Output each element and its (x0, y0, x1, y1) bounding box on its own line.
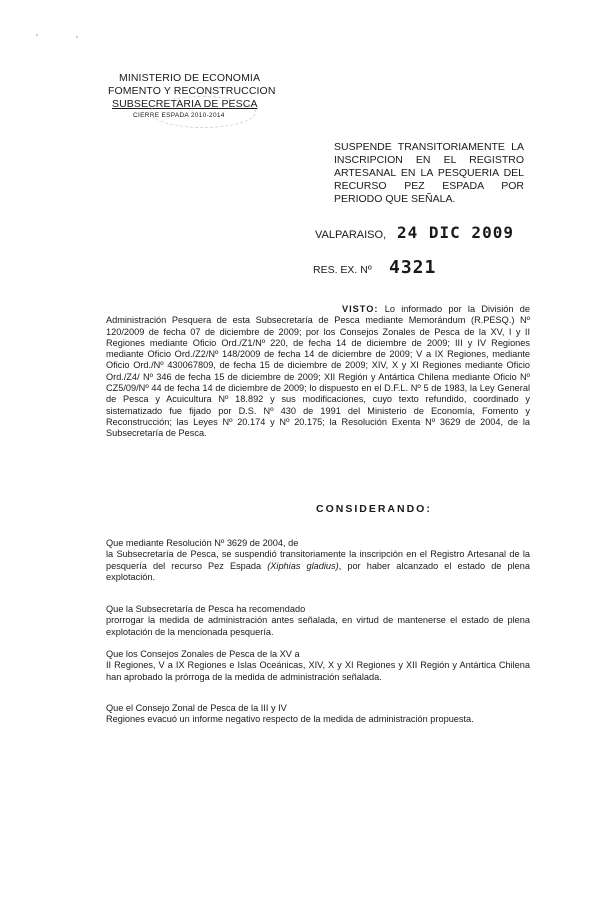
considerando-label: CONSIDERANDO: (316, 503, 432, 515)
considerando-item (106, 604, 530, 638)
resolution-label: RES. EX. Nº (313, 264, 372, 276)
considerando-first-line: Que el Consejo Zonal de Pesca de la III y IV (106, 703, 287, 713)
date-stamp: 24 DIC 2009 (397, 223, 514, 242)
ministry-line-2: FOMENTO Y RECONSTRUCCION (108, 85, 276, 97)
visto-paragraph (106, 304, 530, 440)
cierre-reference: CIERRE ESPADA 2010-2014 (133, 112, 225, 119)
subsecretaria-line: SUBSECRETARIA DE PESCA (112, 98, 258, 110)
resolution-number: 4321 (389, 257, 437, 278)
faint-seal-stamp (150, 96, 256, 128)
considerando-text: Regiones evacuó un informe negativo respecto de la medida de administración propuesta. (106, 714, 474, 725)
considerando-first-line: Que mediante Resolución Nº 3629 de 2004, de (106, 538, 299, 548)
considerando-text-tail: , por haber alcanzado el estado de plena explotación. (106, 560, 530, 582)
place-label: VALPARAISO, (315, 229, 387, 241)
considerando-first-line: Que los Consejos Zonales de Pesca de la XV a (106, 649, 300, 659)
considerando-item (106, 538, 530, 583)
resolution-subject: SUSPENDE TRANSITORIAMENTE LA INSCRIPCION EN EL REGISTRO ARTESANAL EN LA PESQUERIA DEL RECURSO PEZ ESPADA POR PERIODO QUE SEÑALA. (334, 141, 524, 205)
considerando-text: prorrogar la medida de administración antes señalada, en virtud de mantenerse el estado de plena explotación de la mencionada pesquería. (106, 615, 530, 637)
considerando-item (106, 703, 530, 726)
considerando-first-line: Que la Subsecretaría de Pesca ha recomendado (106, 604, 306, 614)
considerando-item (106, 649, 530, 683)
scan-speck (36, 34, 38, 36)
considerando-text: la Subsecretaría de Pesca, se suspendió transitoriamente la inscripción en el Registro Artesanal de la pesquería del recurso Pez Espada (106, 549, 530, 571)
scan-speck (76, 36, 78, 38)
visto-text: Lo informado por la División de Administración Pesquera de esta Subsecretaría de Pesca mediante Memorándum (R.PESQ.) Nº 120/2009 de fecha 07 de diciembre de 2009; por los Consejos Zonales de Pesca de la XV, I y II Regiones mediante Oficio Ord./Z1/Nº 220, de fecha 14 de diciembre de 2009; III y IV Regiones mediante Oficio Ord./Z2/Nº 148/2009 de fecha 14 de diciembre de 2009; V a IX Regiones, mediante Oficio Ord./Nº 430067809, de fecha 15 de diciembre de 2009; XIV, X y XI Regiones mediante Oficio Ord./Z4/ Nº 346 de fecha 15 de diciembre de 2009; XII Región y Antártica Chilena mediante Oficio Nº CZ5/09/Nº 44 de fecha 14 de diciembre de 2009; lo dispuesto en el D.F.L. Nº 5 de 1983, la Ley General de Pesca y Acuicultura Nº 18.892 y sus modificaciones, cuyo texto refundido, coordinado y sistematizado fue fijado por D.S. Nº 430 de 1991 del Ministerio de Economía, Fomento y Reconstrucción; las Leyes Nº 20.174 y Nº 20.175; la Resolución Exenta Nº 3629 de 2004, de la Subsecretaría de Pesca. (106, 304, 530, 439)
species-name: (Xiphias gladius) (267, 560, 339, 571)
considerando-text: II Regiones, V a IX Regiones e Islas Oceánicas, XIV, X y XI Regiones y XII Región y Antártica Chilena han aprobado la prórroga de la medida de administración señalada. (106, 660, 530, 682)
visto-label: VISTO: (342, 304, 379, 314)
ministry-line: MINISTERIO DE ECONOMIA (119, 72, 261, 84)
